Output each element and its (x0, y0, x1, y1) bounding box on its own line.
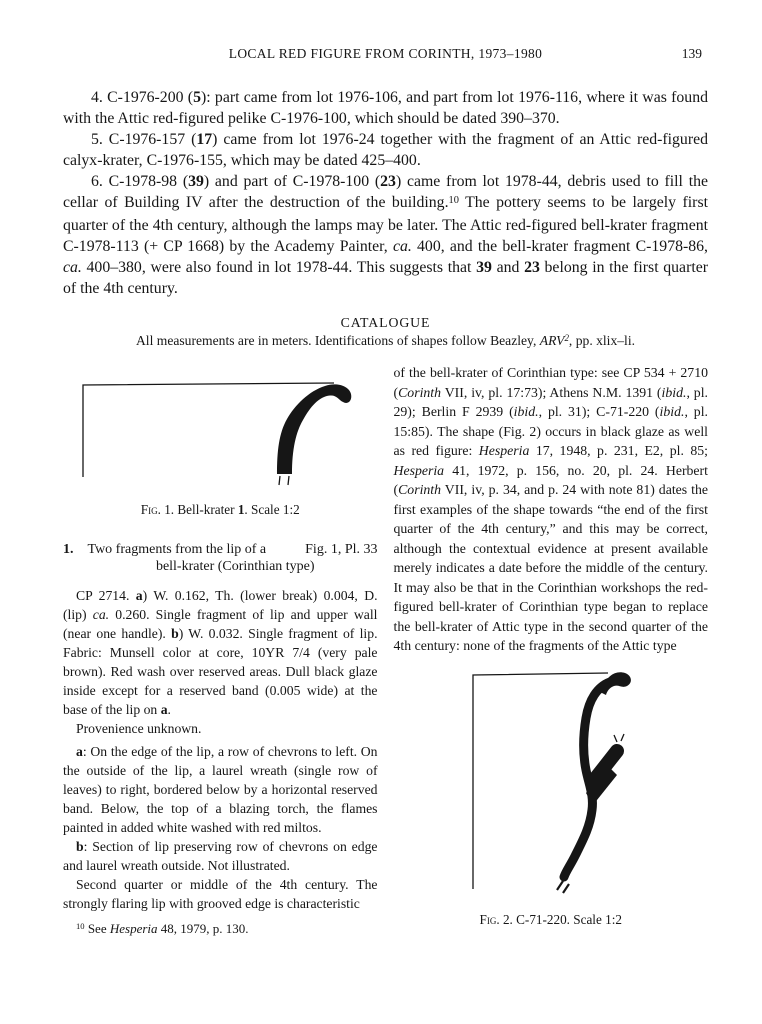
entry-dating: Second quarter or middle of the 4th century. The strongly flaring lip with grooved edge is characteristic (63, 877, 378, 911)
entry-decoration-a: a: On the edge of the lip, a row of chevrons to left. On the outside of the lip, a laurel wreath (single row of leaves) to right, bordered below by a horizontal reserved band. Below, the top of a blazing torch, the flames painted in added white washed with red miltos. (63, 744, 378, 835)
figure-1 (63, 381, 378, 489)
two-column-layout (63, 363, 708, 939)
entry-provenience: Provenience unknown. (76, 721, 202, 736)
intro-paragraph-5: 5. C-1976-157 (17) came from lot 1976-24 together with the fragment of an Attic red-figured calyx-krater, C-1976-155, which may be dated 425–400. (63, 131, 709, 169)
figure-2-caption: Fig. 2. C-71-220. Scale 1:2 (479, 911, 622, 927)
figure-1-caption: Fig. 1. Bell-krater 1. Scale 1:2 (140, 502, 300, 517)
entry-title-line2: bell-krater (Corinthian type) (155, 559, 315, 574)
entry-number: 1. (63, 542, 74, 557)
entry-description: CP 2714. a) W. 0.162, Th. (lower break) 0.004, D. (lip) ca. 0.260. Single fragment of lip and upper wall (near one handle). b) W. 0.032. Single fragment of lip. Fabric: Munsell color at core, 10YR 7/4 (very pale brown). Red wash over reserved areas. Dull black glaze inside except for a reserved band (0.005 wide) at the base of the lip on a. (63, 588, 378, 717)
page-number: 139 (681, 46, 702, 61)
page-title: LOCAL RED FIGURE FROM CORINTH, 1973–1980 (228, 46, 543, 61)
catalogue-heading: CATALOGUE (340, 315, 431, 330)
running-head (63, 46, 708, 62)
intro-section (63, 87, 708, 299)
entry-1-heading (63, 542, 378, 575)
bell-krater-lip-profile (277, 384, 351, 474)
footnote-10: $^{10}$ See Hesperia 48, 1979, p. 130. (76, 921, 249, 936)
figure-1-break-ticks (279, 476, 289, 485)
intro-paragraph-6: 6. C-1978-98 (39) and part of C-1978-100 (23) came from lot 1978-44, debris used to fill the cellar of Building IV after the destruction of the building.$^{10}$ The pottery seems to be largely first quarter of the 4th century, although the lamps may be later. The Attic red-figured bell-krater fragment C-1978-113 (+ CP 1668) by the Academy Painter, ca. 400, and the bell-krater fragment C-1978-86, ca. 400–380, were also found in lot 1978-44. This suggests that 39 and 23 belong in the first quarter of the 4th century. (63, 173, 708, 297)
entry-decoration-b: b: Section of lip preserving row of chevrons on edge and laurel wreath outside. Not illustrated. (63, 839, 378, 873)
figure-2-drawing (394, 669, 644, 899)
entry-figure-plate-ref: Fig. 1, Pl. 33 (305, 542, 378, 557)
figure-2-break-dashes (557, 881, 569, 893)
entry-title-line1: Two fragments from the lip of a (87, 542, 267, 557)
catalogue-note: All measurements are in meters. Identifications of shapes follow Beazley, ARV$^2$, pp. xlix–li. (135, 333, 636, 348)
left-column (63, 363, 378, 939)
right-column (394, 363, 709, 939)
figure-2 (394, 669, 709, 899)
handle-break-ticks (614, 734, 624, 742)
figure-1-drawing (63, 381, 378, 489)
intro-paragraph-4: 4. C-1976-200 (5): part came from lot 1976-106, and part from lot 1976-116, where it was found with the Attic red-figured pelike C-1976-100, which should be dated 390–370. (63, 89, 709, 127)
right-column-text: of the bell-krater of Corinthian type: see CP 534 + 2710 (Corinth VII, iv, pl. 17:73); Athens N.M. 1391 (ibid., pl. 29); Berlin F 2939 (ibid., pl. 31); C-71-220 (ibid., pl. 15:85). The shape (Fig. 2) occurs in black glaze as well as red figure: Hesperia 17, 1948, p. 231, E2, pl. 85; Hesperia 41, 1972, p. 156, no. 20, pl. 24. Herbert (Corinth VII, iv, p. 34, and p. 24 with note 81) dates the first examples of the shape towards “the end of the first quarter of the 4th century,” and this may be correct, although the contextual evidence at present available merely indicates a date before the middle of the century. It may also be that in the Corinthian workshops the red-figured bell-krater of Corinthian type began to replace the bell-krater of Attic type in the second quarter of the 4th century: none of the fragments of the Attic type (393, 365, 708, 653)
entry-1-heading-line1 (63, 542, 378, 558)
